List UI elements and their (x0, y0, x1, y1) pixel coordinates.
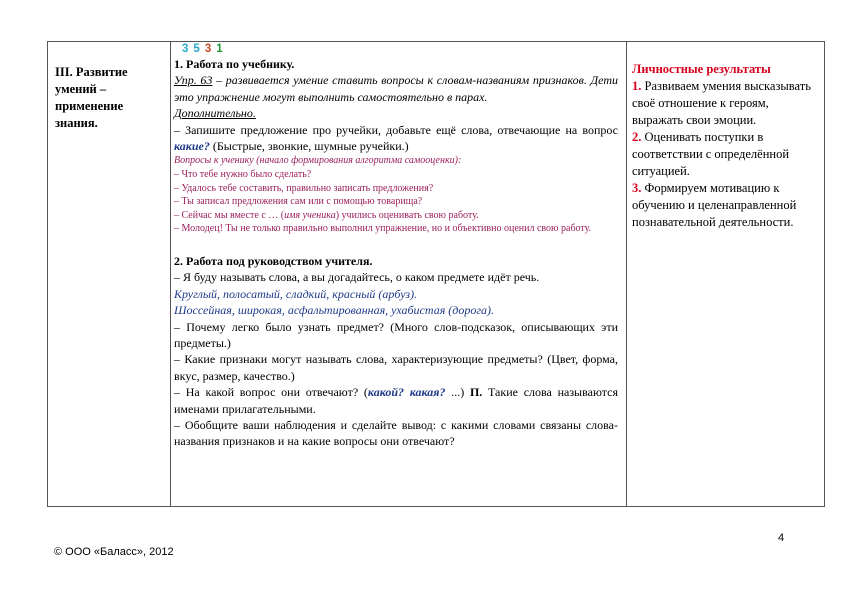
column-divider (170, 42, 171, 506)
task-question: какие? (174, 139, 210, 154)
task-text: – Запишите предложение про ручейки, добавьте ещё слова, отвечающие на вопрос (174, 122, 618, 137)
q3-questions: какой? какая? (367, 385, 446, 400)
riddle-1-words: Круглый, полосатый, сладкий, красный (174, 286, 376, 301)
stage-cell (48, 42, 170, 506)
riddle-2-words: Шоссейная, широкая, асфальтированная, ухабистая (174, 303, 446, 318)
riddle-1-answer: арбуз (382, 286, 411, 301)
riddle-2: Шоссейная, широкая, асфальтированная, ухабистая (дорога). (174, 303, 495, 318)
counter-3: 3 (204, 43, 212, 55)
task-answer: (Быстрые, звонкие, шумные ручейки.) (209, 139, 409, 154)
question-1: – Что тебе нужно было сделать? (174, 169, 312, 181)
riddle-2-answer: дорога (452, 303, 488, 318)
result-item-2 (632, 129, 820, 180)
content-cell (172, 42, 624, 506)
student-name-placeholder: имя ученика (284, 209, 336, 221)
counter-row (182, 44, 618, 55)
work1-title: 1. Работа по учебнику. (174, 57, 295, 71)
copyright-footer: © ООО «Баласс», 2012 (54, 546, 174, 558)
questions-intro: Вопросы к ученику (начало формирования алгоритма самооценки): (174, 155, 462, 167)
work2-title: 2. Работа под руководством учителя. (174, 254, 373, 268)
work2-question-2: – Какие признаки могут называть слова, характеризующие предметы? (Цвет, форма, вкус, размер, качество.) (174, 352, 618, 383)
riddle-1: Круглый, полосатый, сладкий, красный (арбуз). (174, 286, 418, 301)
column-divider (626, 42, 627, 506)
result-num-3: 3. (632, 181, 642, 195)
question-3: – Ты записал предложения сам или с помощью товарища? (174, 196, 423, 208)
page-number: 4 (778, 532, 785, 544)
q3-start: – На какой вопрос они отвечают? ( (174, 385, 368, 400)
q3-end: Такие слова называются именами прилагательными. (174, 385, 618, 416)
results-cell (628, 42, 826, 506)
result-item-3 (632, 180, 820, 231)
lesson-table (47, 41, 825, 507)
counter-1: 3 (182, 43, 189, 55)
work1-task (174, 122, 618, 155)
exercise-ref: Упр. 63 (174, 73, 213, 88)
results-title: Личностные результаты (632, 62, 771, 76)
result-text-1: Развиваем умения высказывать своё отношение к героям, выражать свои эмоции. (632, 79, 811, 127)
counter-2: 5 (193, 43, 200, 55)
work2-intro: – Я буду называть слова, а вы догадайтесь, о каком предмете идёт речь. (174, 270, 540, 285)
q3-dots: ...) (445, 385, 470, 400)
question-5: – Молодец! Ты не только правильно выполнил упражнение, но и объективно оценил свою работу. (174, 223, 592, 235)
extra-label: Дополнительно. (174, 106, 256, 121)
question-2: – Удалось тебе составить, правильно записать предложения? (174, 182, 434, 194)
work2-question-3 (174, 384, 618, 417)
result-item-1 (632, 78, 820, 129)
question-4 (174, 209, 618, 223)
work2-question-1: – Почему легко было узнать предмет? (Много слов-подсказок, описывающих эти предметы.) (174, 319, 618, 351)
work2-question-4: – Обобщите ваши наблюдения и сделайте вывод: с какими словами связаны слова-названия признаков и на какие вопросы они отвечают? (174, 418, 618, 449)
result-text-3: Формируем мотивацию к обучению и целенаправленной познавательной деятельности. (632, 181, 797, 229)
q3-mark: П. (469, 385, 483, 400)
counter-4: 1 (216, 43, 223, 55)
result-num-1: 1. (632, 79, 642, 93)
result-text-2: Оценивать поступки в соответствии с определённой ситуацией. (632, 130, 790, 178)
result-num-2: 2. (632, 130, 642, 144)
stage-title: III. Развитие умений – применение знания. (55, 65, 128, 130)
question-4-start: – Сейчас мы вместе с … ( (174, 209, 285, 221)
work1-exercise (174, 72, 618, 105)
exercise-text: – развивается умение ставить вопросы к словам-названиям признаков. Дети это упражнение могут выполнить самостоятельно в парах. (174, 73, 618, 104)
question-4-end: ) учились оценивать свою работу. (335, 209, 479, 221)
